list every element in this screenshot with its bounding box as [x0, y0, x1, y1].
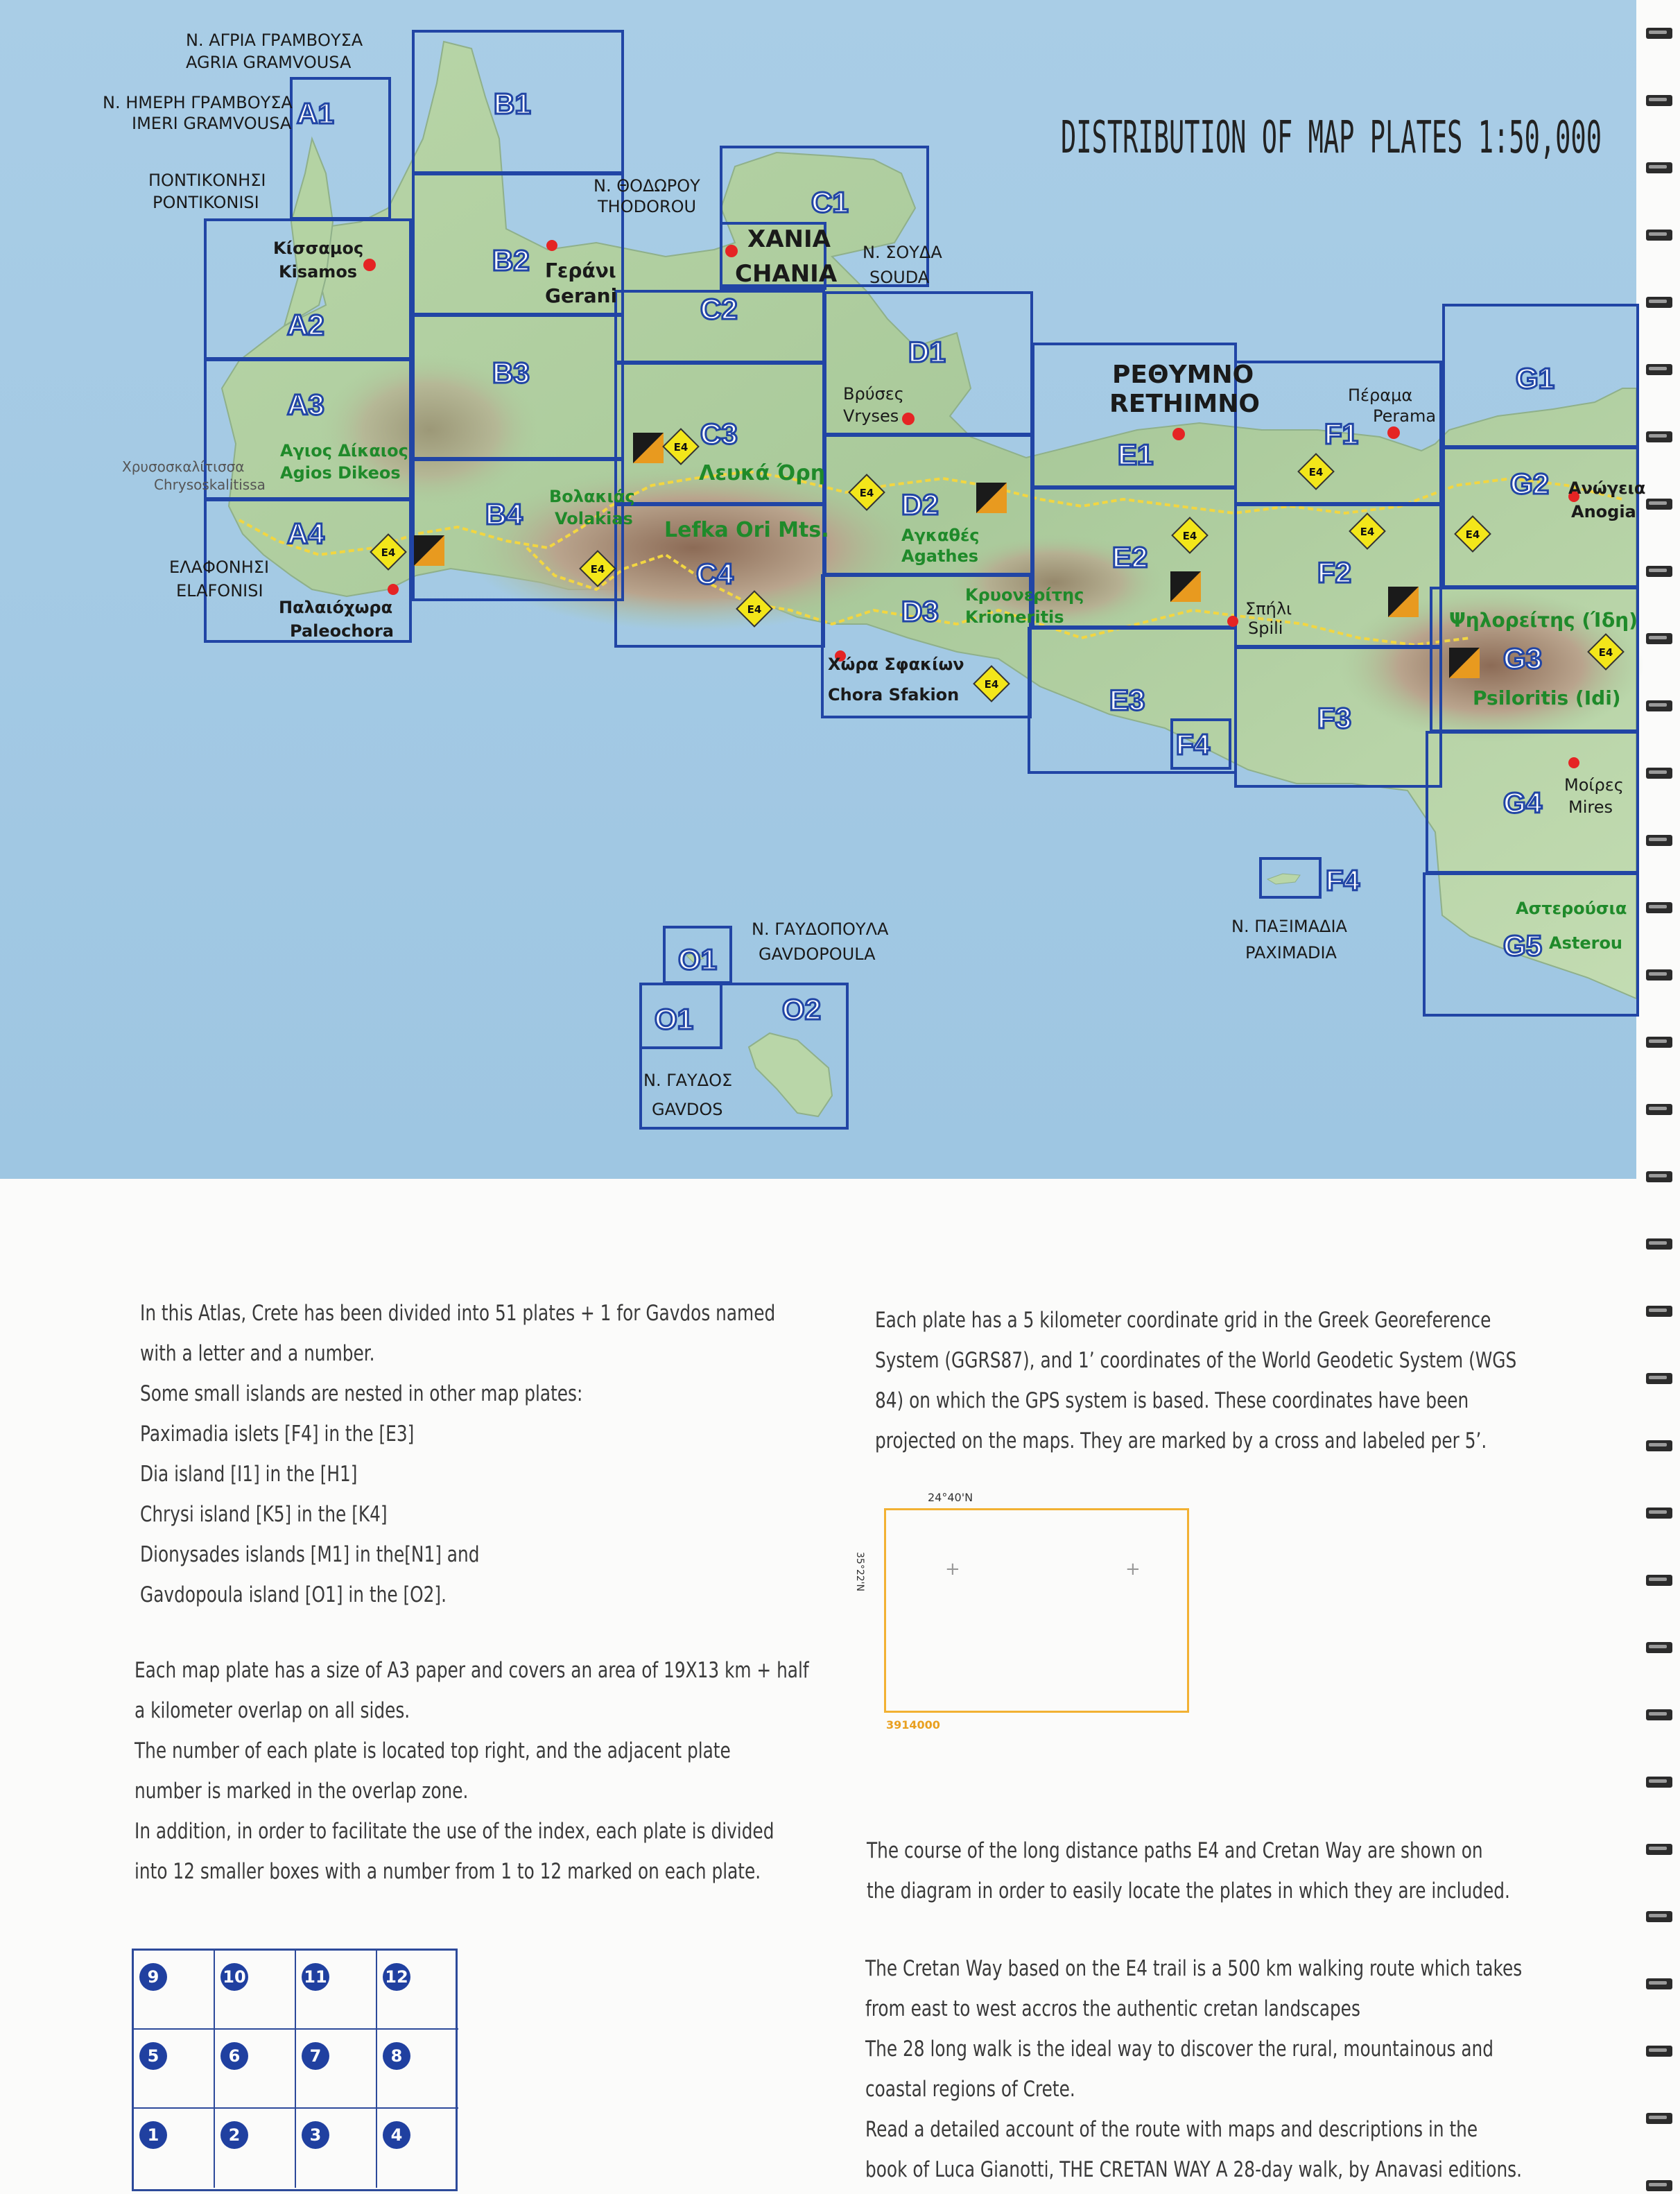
paleochora-marker: [388, 584, 399, 595]
paragraph-line: The Cretan Way based on the E4 trail is a 500 km walking route which takes: [865, 1956, 1523, 1981]
binding-ring: [1646, 1037, 1672, 1048]
binding-ring: [1646, 499, 1672, 510]
rethimno-en: RETHIMNO: [1109, 390, 1260, 418]
plate-label: F1: [1324, 417, 1359, 450]
plate-label: A4: [287, 517, 324, 550]
binding-ring: [1646, 297, 1672, 308]
refuge-icon: [1170, 571, 1201, 602]
binding-ring: [1646, 28, 1672, 39]
e4-badge-label: E4: [381, 546, 396, 559]
thodorou-gr: Ν. ΘΟΔΩΡΟΥ: [594, 176, 700, 196]
binding-ring: [1646, 633, 1672, 644]
chrysos-en: Chrysoskalitissa: [154, 476, 266, 493]
box-number: 9: [139, 1963, 167, 1991]
vryses-en: Vryses: [843, 406, 899, 426]
box-number: 4: [383, 2121, 410, 2149]
binding-ring: [1646, 1709, 1672, 1720]
paragraph-line: 84) on which the GPS system is based. These coordinates have been: [875, 1388, 1469, 1413]
paleochora-gr: Παλαιόχωρα: [279, 598, 393, 617]
e4-badge-label: E4: [1598, 646, 1613, 659]
binding-ring: [1646, 364, 1672, 375]
gavdos-gr: Ν. ΓΑΥΔΟΣ: [643, 1071, 733, 1090]
coord-side-label: 35°22'N: [854, 1552, 865, 1591]
binding-ring: [1646, 2046, 1672, 2057]
paximadia-gr: Ν. ΠΑΞΙΜΑΔΙΑ: [1231, 917, 1347, 936]
plate-label: F3: [1317, 702, 1352, 734]
grid-cell: [134, 2109, 215, 2188]
cross-icon: +: [1125, 1559, 1141, 1580]
refuge-icon: [1449, 648, 1480, 678]
plate-label: C1: [811, 186, 849, 218]
e4-badge-label: E4: [1182, 530, 1197, 542]
spili-gr: Σπήλι: [1245, 599, 1292, 619]
plate-label: E1: [1118, 438, 1154, 471]
rethimno-gr: ΡΕΘΥΜΝΟ: [1112, 361, 1254, 389]
paragraph-line: a kilometer overlap on all sides.: [135, 1698, 410, 1723]
perama-gr: Πέραμα: [1348, 386, 1413, 405]
plate-label: C2: [700, 293, 738, 325]
paragraph-line: book of Luca Gianotti, THE CRETAN WAY A 28-day walk, by Anavasi editions.: [865, 2157, 1522, 2182]
cross-icon: +: [945, 1559, 960, 1580]
binding-ring: [1646, 162, 1672, 173]
binding-ring: [1646, 1440, 1672, 1451]
binding-ring: [1646, 1508, 1672, 1519]
plate-label: B4: [485, 498, 523, 530]
plate-label: A2: [287, 309, 324, 341]
binding-ring: [1646, 1978, 1672, 1989]
plate-label: G4: [1503, 786, 1543, 819]
vryses-gr: Βρύσες: [843, 384, 904, 404]
box-number: 12: [383, 1963, 410, 1991]
binding-ring: [1646, 1911, 1672, 1922]
krioneritis-en: Krioneritis: [965, 607, 1064, 627]
mires-gr: Μοίρες: [1564, 775, 1624, 795]
paximadia-en: PAXIMADIA: [1245, 943, 1337, 962]
paleochora-en: Paleochora: [290, 621, 394, 641]
krioneritis-gr: Κρυονερίτης: [965, 585, 1084, 605]
binding-ring: [1646, 768, 1672, 779]
spili-marker: [1227, 616, 1238, 627]
paragraph-line: In this Atlas, Crete has been divided into 51 plates + 1 for Gavdos named: [140, 1301, 776, 1326]
grid-cell: [296, 2030, 377, 2109]
paragraph-line: coastal regions of Crete.: [865, 2077, 1075, 2102]
chrysos-gr: Χρυσοσκαλίτισσα: [122, 458, 245, 475]
coord-top-label: 24°40'N: [928, 1491, 973, 1504]
paragraph-line: Paximadia islets [F4] in the [E3]: [140, 1422, 415, 1446]
box-number: 10: [220, 1963, 248, 1991]
paragraph-line: The number of each plate is located top right, and the adjacent plate: [135, 1738, 731, 1763]
lefka-en: Lefka Ori Mts.: [664, 518, 829, 542]
volakias-gr: Βολακιάς: [549, 487, 635, 506]
box-number: 3: [302, 2121, 329, 2149]
box-number: 8: [383, 2042, 410, 2070]
paragraph-line: Read a detailed account of the route with maps and descriptions in the: [865, 2117, 1478, 2142]
plate-label: C4: [696, 558, 734, 590]
binding-ring: [1646, 230, 1672, 241]
binding-ring: [1646, 1777, 1672, 1788]
grid-cell: [134, 2030, 215, 2109]
grid-cell: [215, 1951, 296, 2030]
perama-en: Perama: [1373, 406, 1437, 426]
plate-label: O2: [782, 993, 822, 1026]
paragraph-line: Chrysi island [K5] in the [K4]: [140, 1502, 388, 1527]
paragraph-line: projected on the maps. They are marked by a cross and labeled per 5’.: [875, 1428, 1487, 1453]
plate-label: D1: [908, 336, 946, 368]
binding-ring: [1646, 2113, 1672, 2124]
plate-label: E2: [1112, 541, 1148, 573]
box-number: 1: [139, 2121, 167, 2149]
coordinate-grid-diagram: [854, 1491, 1189, 1731]
plate-label: A1: [297, 97, 334, 130]
vryses-marker: [902, 413, 915, 425]
imeri-en: IMERI GRAMVOUSA: [132, 114, 292, 133]
grid-cell: [377, 2030, 458, 2109]
plate-label: B3: [492, 356, 530, 389]
paragraph-line: In addition, in order to facilitate the use of the index, each plate is divided: [135, 1819, 774, 1844]
e4-badge-label: E4: [859, 487, 874, 499]
box-number: 7: [302, 2042, 329, 2070]
mires-marker: [1568, 757, 1579, 768]
gerani-marker: [546, 240, 557, 251]
plate-label: D2: [901, 488, 939, 521]
chania-gr: ΧΑΝΙΑ: [747, 225, 831, 253]
spili-en: Spili: [1248, 619, 1283, 638]
gerani-en: Gerani: [545, 284, 618, 307]
coord-bottom-label: 3914000: [886, 1718, 940, 1731]
refuge-icon: [414, 535, 444, 566]
pontiko-gr: ΠΟΝΤΙΚΟΝΗΣΙ: [148, 171, 266, 190]
plate-label: E3: [1109, 684, 1145, 716]
paragraph-line: number is marked in the overlap zone.: [135, 1779, 469, 1804]
left-column-intro: [140, 1293, 775, 1615]
grid-cell: [215, 2109, 296, 2188]
paragraph-line: Each map plate has a size of A3 paper and covers an area of 19X13 km + half: [135, 1658, 809, 1683]
plate-label: G2: [1510, 467, 1550, 500]
paragraph-line: into 12 smaller boxes with a number from 1 to 12 marked on each plate.: [135, 1859, 761, 1884]
gavdopoula-gr: Ν. ΓΑΥΔΟΠΟΥΛΑ: [752, 919, 889, 939]
agria-en: AGRIA GRAMVOUSA: [186, 53, 352, 72]
psiloritis-en: Psiloritis (Idi): [1473, 686, 1621, 709]
plate-subdivision-grid: [132, 1949, 458, 2191]
grid-cell: [377, 1951, 458, 2030]
agios-gr: Αγιος Δίκαιος: [280, 441, 408, 460]
e4-badge-label: E4: [1465, 528, 1480, 541]
binding-ring: [1646, 969, 1672, 981]
box-number: 5: [139, 2042, 167, 2070]
anogia-gr: Ανώγεια: [1568, 478, 1646, 498]
sfakia-en: Chora Sfakion: [828, 685, 960, 705]
paragraph-line: The course of the long distance paths E4 and Cretan Way are shown on: [867, 1838, 1483, 1863]
plate-label: C3: [700, 417, 738, 450]
volakias-en: Volakias: [555, 509, 633, 528]
plate-label: F4: [1176, 728, 1211, 761]
binding-ring: [1646, 1844, 1672, 1855]
left-column-plates: [135, 1650, 809, 1892]
plate-label: G1: [1516, 362, 1555, 395]
binding-ring: [1646, 431, 1672, 442]
e4-badge-label: E4: [590, 563, 605, 576]
e4-badge-label: E4: [673, 441, 689, 454]
paragraph-line: with a letter and a number.: [140, 1341, 375, 1366]
plate-label: B2: [492, 244, 530, 277]
grid-cell: [377, 2109, 458, 2188]
map-title: DISTRIBUTION OF MAP PLATES 1:50,000: [1061, 112, 1602, 164]
binding-ring: [1646, 1104, 1672, 1115]
binding-ring: [1646, 1171, 1672, 1182]
grid-cell: [134, 1951, 215, 2030]
plate-label: G5: [1503, 929, 1543, 962]
binding-ring: [1646, 1642, 1672, 1653]
sfakia-gr: Χώρα Σφακίων: [828, 655, 964, 674]
paragraph-line: the diagram in order to easily locate the plates in which they are included.: [867, 1878, 1510, 1903]
chania-en: CHANIA: [735, 260, 838, 288]
gavdos-en: GAVDOS: [652, 1100, 723, 1119]
refuge-icon: [1388, 587, 1419, 617]
binding-ring: [1646, 1306, 1672, 1317]
lefka-gr: Λευκά Όρη: [699, 461, 826, 485]
perama-marker: [1387, 426, 1400, 439]
grid-cell: [215, 2030, 296, 2109]
e4-badge-label: E4: [984, 678, 999, 691]
pontiko-en: PONTIKONISI: [153, 193, 259, 212]
plate-label: A3: [287, 388, 324, 421]
spiral-binding: [1636, 0, 1680, 2194]
rethimno-marker: [1172, 428, 1185, 440]
right-column-paths: [867, 1831, 1510, 1911]
binding-ring: [1646, 95, 1672, 106]
paragraph-line: Dionysades islands [M1] in the[N1] and: [140, 1542, 480, 1567]
e4-badge-label: E4: [1360, 526, 1375, 538]
binding-ring: [1646, 1373, 1672, 1384]
kisamos-marker: [363, 259, 376, 271]
souda-gr: Ν. ΣΟΥΔΑ: [863, 243, 942, 262]
kisamos-en: Kisamos: [279, 262, 358, 282]
plate-label: G3: [1503, 642, 1543, 675]
souda-en: SOUDA: [869, 268, 930, 287]
binding-ring: [1646, 566, 1672, 577]
binding-ring: [1646, 1575, 1672, 1586]
mires-en: Mires: [1568, 797, 1613, 817]
asterousia-gr: Αστερούσια: [1516, 899, 1627, 918]
binding-ring: [1646, 902, 1672, 913]
e4-badge-label: E4: [747, 603, 762, 616]
asterousia-en: Asterou: [1549, 933, 1623, 953]
psiloritis-gr: Ψηλορείτης (Ίδη): [1449, 609, 1638, 632]
binding-ring: [1646, 1238, 1672, 1250]
kisamos-gr: Κίσσαμος: [273, 239, 364, 258]
plate-label: F2: [1317, 556, 1352, 589]
plate-label: B1: [494, 87, 531, 120]
paragraph-line: System (GGRS87), and 1’ coordinates of the World Geodetic System (WGS: [875, 1348, 1517, 1373]
elafonisi-gr: ΕΛΑΦΟΝΗΣΙ: [169, 558, 270, 577]
paragraph-line: from east to west accros the authentic cretan landscapes: [865, 1996, 1360, 2021]
box-number: 2: [220, 2121, 248, 2149]
refuge-icon: [633, 433, 664, 463]
right-column-coordinates: [875, 1300, 1516, 1461]
plate-label: D3: [901, 595, 939, 628]
box-number: 11: [302, 1963, 329, 1991]
agria-gr: Ν. ΑΓΡΙΑ ΓΡΑΜΒΟΥΣΑ: [186, 31, 363, 50]
refuge-icon: [976, 483, 1007, 513]
agathes-en: Agathes: [901, 546, 979, 566]
paragraph-line: Each plate has a 5 kilometer coordinate grid in the Greek Georeference: [875, 1308, 1491, 1333]
e4-badge-label: E4: [1308, 466, 1324, 478]
box-number: 6: [220, 2042, 248, 2070]
binding-ring: [1646, 700, 1672, 711]
agathes-gr: Αγκαθές: [901, 526, 980, 545]
gerani-gr: Γεράνι: [545, 259, 616, 282]
paragraph-line: The 28 long walk is the ideal way to discover the rural, mountainous and: [865, 2037, 1493, 2062]
binding-ring: [1646, 835, 1672, 846]
paragraph-line: Gavdopoula island [O1] in the [O2].: [140, 1582, 447, 1607]
agios-en: Agios Dikeos: [280, 463, 401, 483]
right-column-cretan-way: [865, 1949, 1522, 2190]
elafonisi-en: ELAFONISI: [176, 581, 263, 601]
grid-cell: [296, 1951, 377, 2030]
binding-ring: [1646, 2180, 1672, 2191]
plate-label: F4: [1326, 864, 1360, 897]
thodorou-en: THODOROU: [598, 197, 697, 216]
imeri-gr: Ν. ΗΜΕΡΗ ΓΡΑΜΒΟΥΣΑ: [103, 93, 293, 112]
anogia-en: Anogia: [1571, 502, 1636, 521]
grid-cell: [296, 2109, 377, 2188]
chania-marker: [725, 245, 738, 257]
plate-label: O1: [655, 1003, 694, 1035]
gavdopoula-en: GAVDOPOULA: [759, 944, 876, 964]
paragraph-line: Some small islands are nested in other map plates:: [140, 1381, 583, 1406]
plate-label: O1: [678, 943, 718, 976]
paragraph-line: Dia island [I1] in the [H1]: [140, 1462, 358, 1487]
